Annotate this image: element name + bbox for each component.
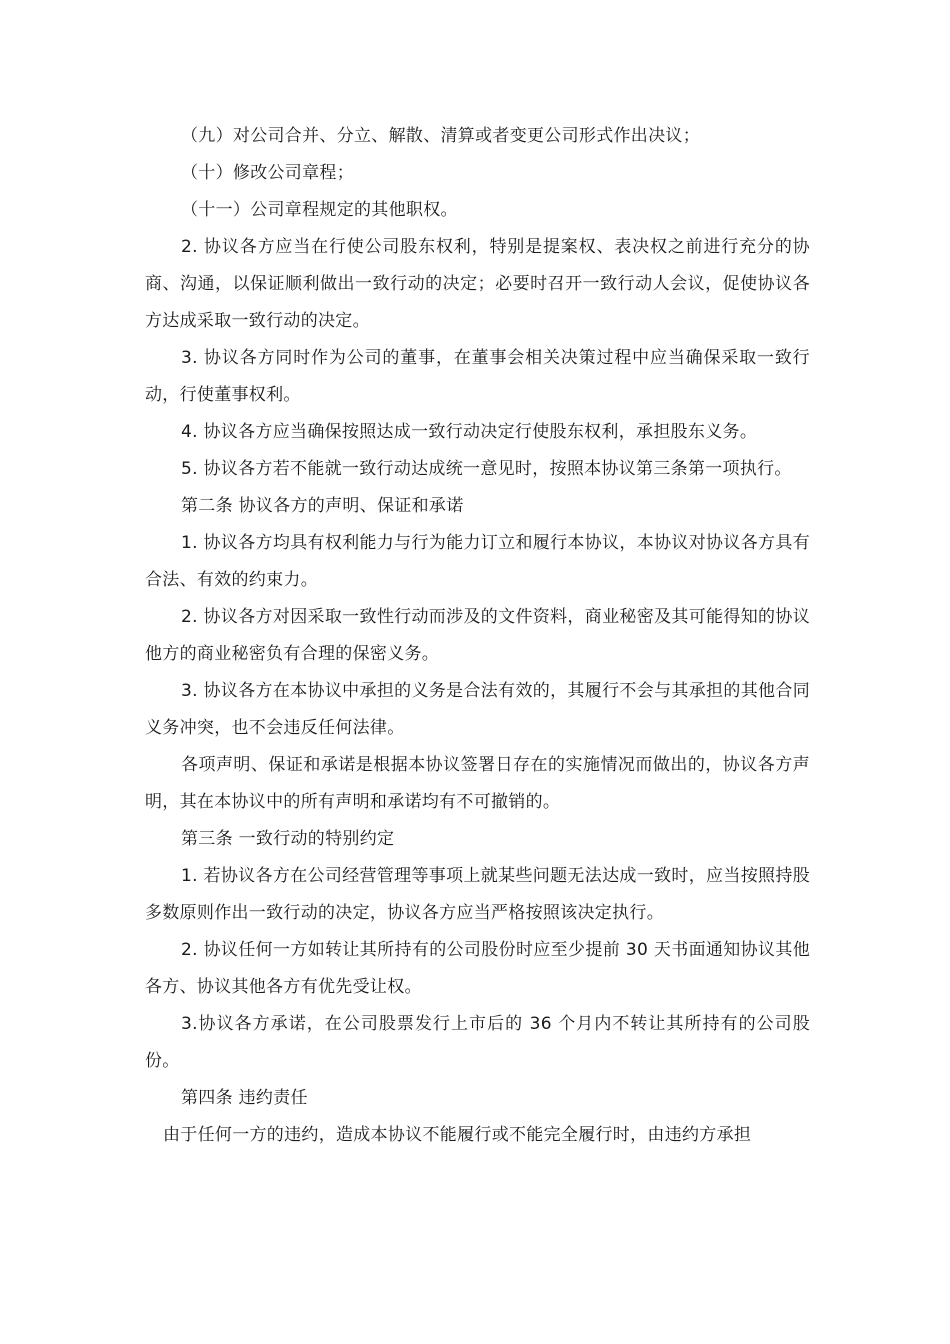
article-3-point-2: 2. 协议任何一方如转让其所持有的公司股份时应至少提前 30 天书面通知协议其他各方、协议其他各方有优先受让权。 xyxy=(145,940,810,997)
article-1-point-4: 4. 协议各方应当确保按照达成一致行动决定行使股东权利，承担股东义务。 xyxy=(181,422,758,442)
article-2-heading: 第二条 协议各方的声明、保证和承诺 xyxy=(181,496,464,516)
article-3-point-3: 3.协议各方承诺，在公司股票发行上市后的 36 个月内不转让其所持有的公司股份。 xyxy=(145,1014,810,1071)
clause-item-9: （九）对公司合并、分立、解散、清算或者变更公司形式作出决议； xyxy=(181,126,700,146)
article-2-point-2: 2. 协议各方对因采取一致性行动而涉及的文件资料，商业秘密及其可能得知的协议他方的商业秘密负有合理的保密义务。 xyxy=(145,607,810,664)
article-2-point-3: 3. 协议各方在本协议中承担的义务是合法有效的，其履行不会与其承担的其他合同义务冲突，也不会违反任何法律。 xyxy=(145,681,810,738)
document-body xyxy=(145,118,810,1154)
article-3-point-1: 1. 若协议各方在公司经营管理等事项上就某些问题无法达成一致时，应当按照持股多数原则作出一致行动的决定，协议各方应当严格按照该决定执行。 xyxy=(145,866,810,923)
article-4-body: 由于任何一方的违约，造成本协议不能履行或不能完全履行时，由违约方承担 xyxy=(163,1125,752,1145)
article-4-heading: 第四条 违约责任 xyxy=(181,1088,308,1108)
clause-item-10: （十）修改公司章程； xyxy=(181,163,354,183)
clause-item-11: （十一）公司章程规定的其他职权。 xyxy=(181,200,458,220)
article-1-point-5: 5. 协议各方若不能就一致行动达成统一意见时，按照本协议第三条第一项执行。 xyxy=(181,459,792,479)
article-1-point-3: 3. 协议各方同时作为公司的董事，在董事会相关决策过程中应当确保采取一致行动，行使董事权利。 xyxy=(145,348,810,405)
article-1-point-2: 2. 协议各方应当在行使公司股东权利，特别是提案权、表决权之前进行充分的协商、沟通，以保证顺利做出一致行动的决定；必要时召开一致行动人会议，促使协议各方达成采取一致行动的决定。 xyxy=(145,237,810,331)
article-2-statement: 各项声明、保证和承诺是根据本协议签署日存在的实施情况而做出的，协议各方声明，其在本协议中的所有声明和承诺均有不可撤销的。 xyxy=(145,755,810,812)
article-2-point-1: 1. 协议各方均具有权利能力与行为能力订立和履行本协议，本协议对协议各方具有合法、有效的约束力。 xyxy=(145,533,810,590)
article-3-heading: 第三条 一致行动的特别约定 xyxy=(181,829,395,849)
